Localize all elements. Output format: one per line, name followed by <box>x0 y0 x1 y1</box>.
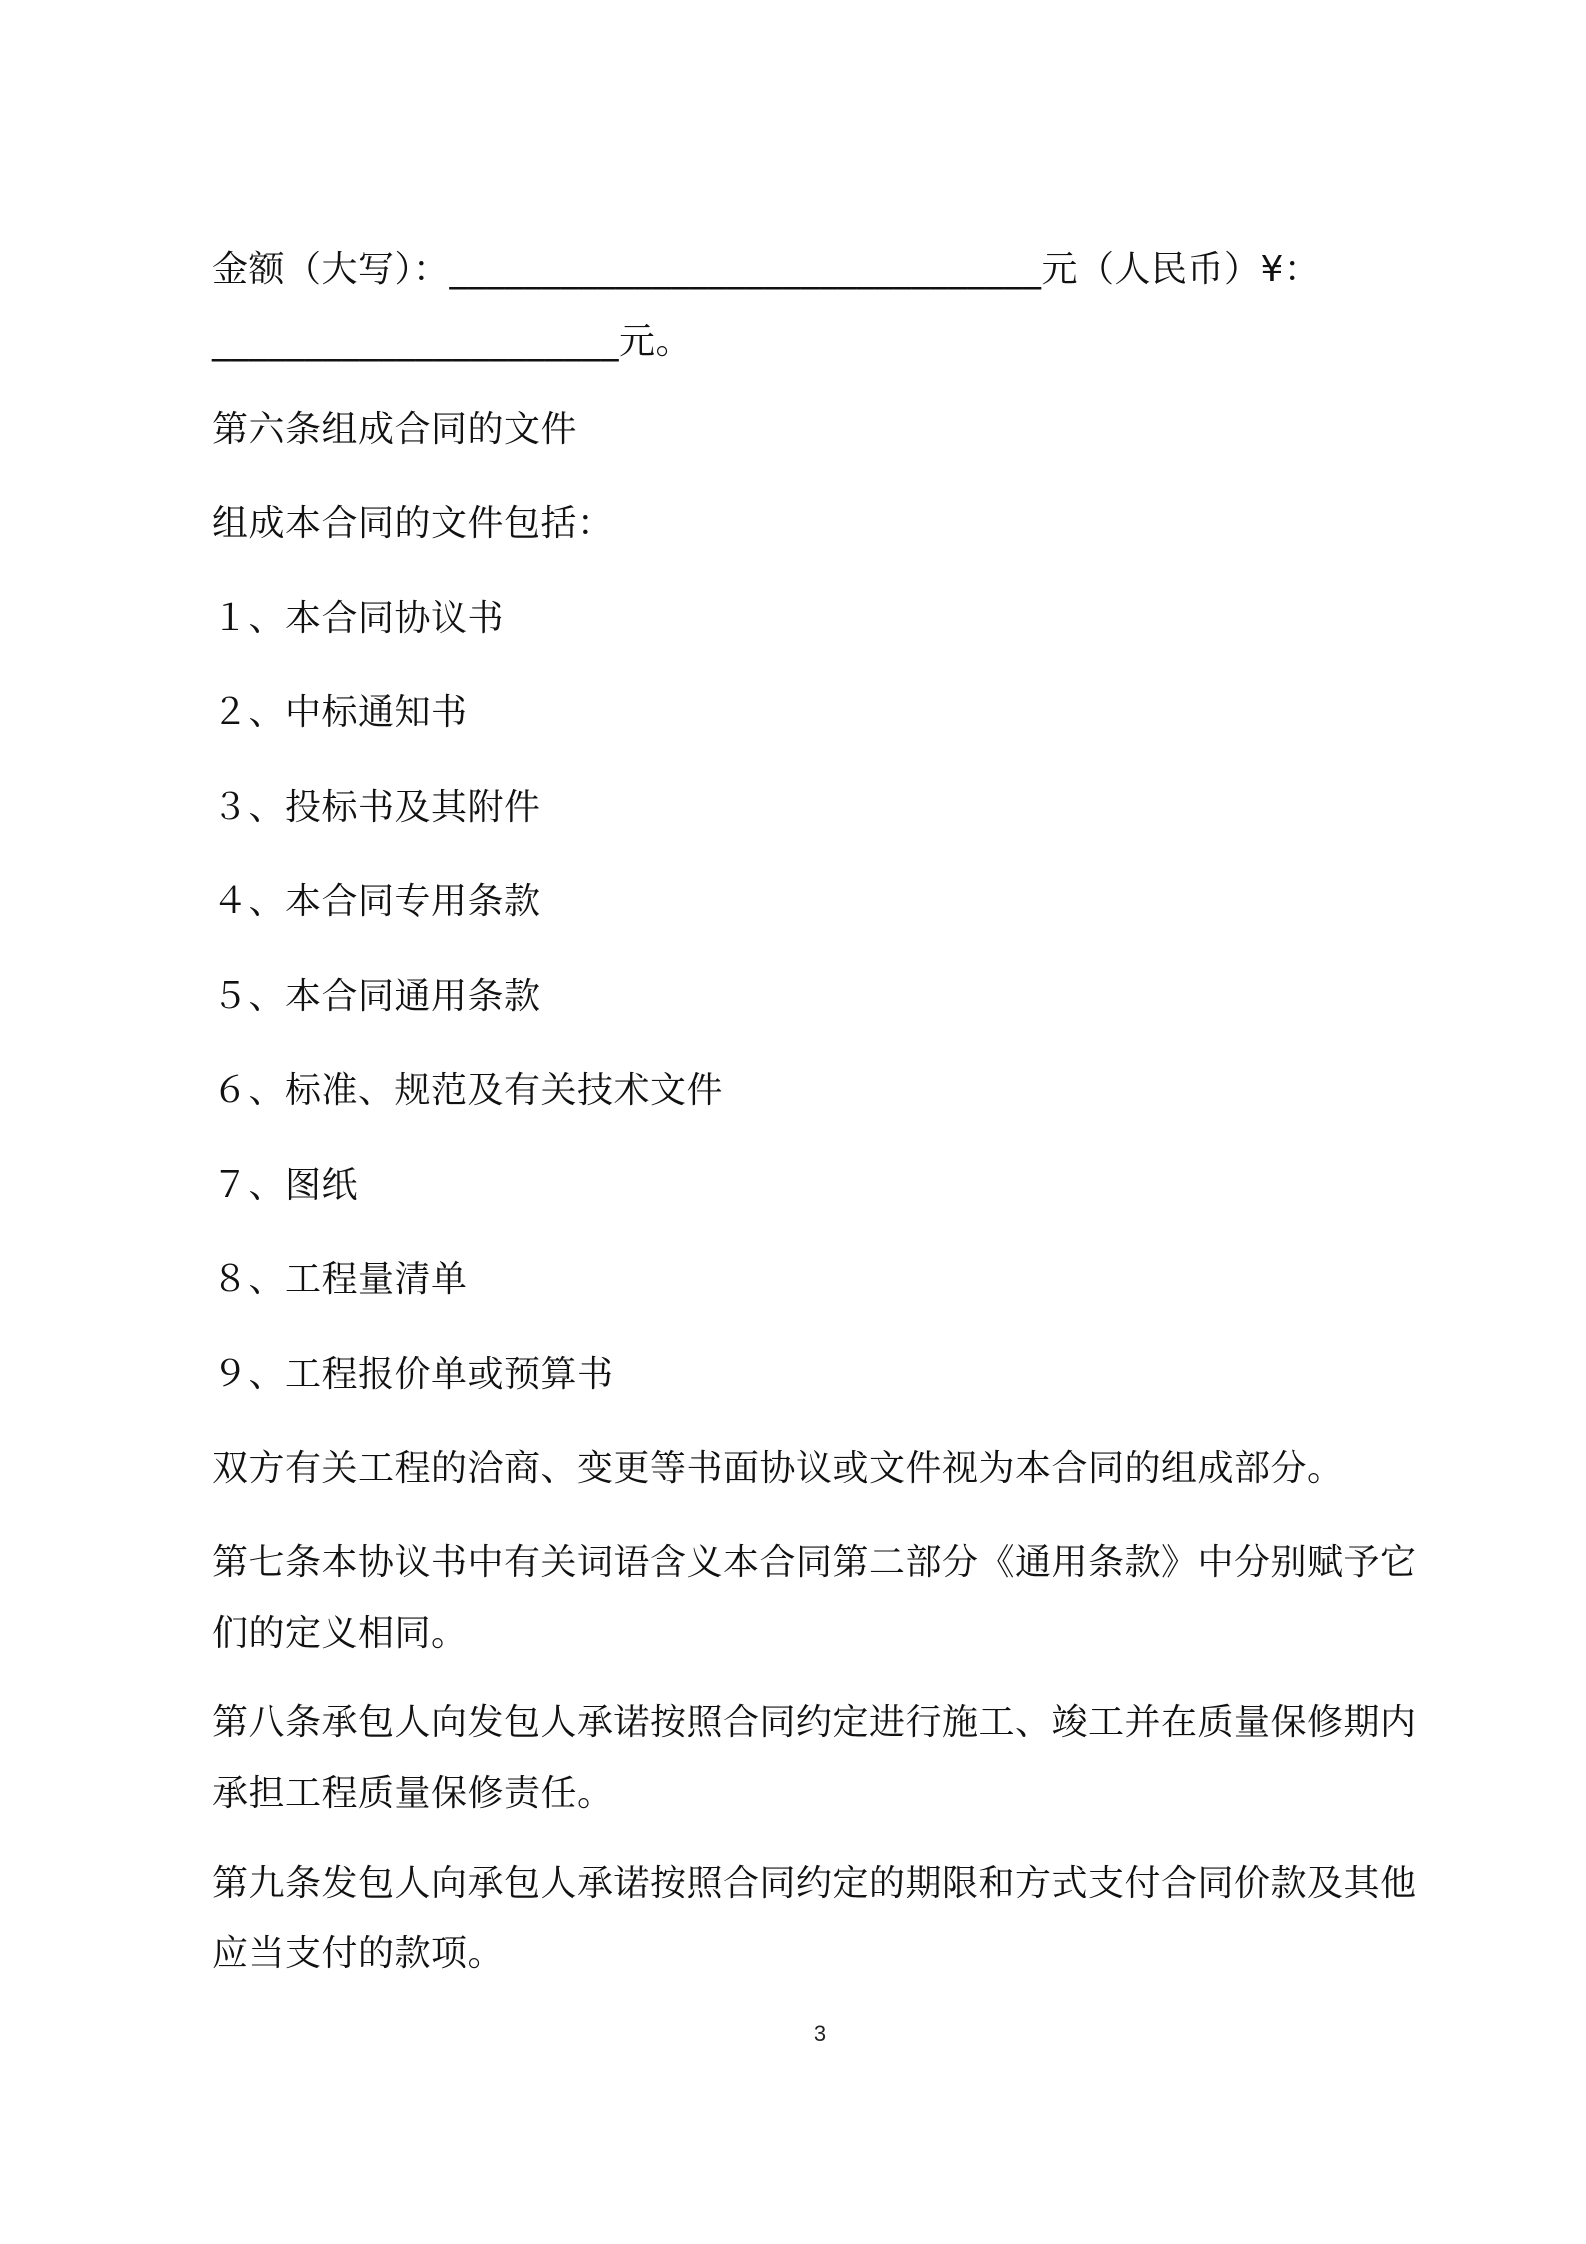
list-item: ４、本合同专用条款 <box>212 881 541 922</box>
amount-line-1: 金额（大写）：________________________________元（人民币）¥： <box>212 249 1321 290</box>
article-7-line-2: 们的定义相同。 <box>212 1613 468 1654</box>
list-item: ６、标准、规范及有关技术文件 <box>212 1070 724 1111</box>
page-number: 3 <box>813 2021 827 2046</box>
article-9-line-1: 第九条发包人向承包人承诺按照合同约定的期限和方式支付合同价款及其他 <box>212 1863 1417 1904</box>
article-8-line-2: 承担工程质量保修责任。 <box>212 1773 614 1814</box>
article-7-line-1: 第七条本协议书中有关词语含义本合同第二部分《通用条款》中分别赋予它 <box>212 1542 1417 1583</box>
article-6-title: 第六条组成合同的文件 <box>212 409 578 450</box>
list-item: ３、投标书及其附件 <box>212 787 541 828</box>
list-item: ７、图纸 <box>212 1165 359 1206</box>
list-item: １、本合同协议书 <box>212 598 505 639</box>
article-9-line-2: 应当支付的款项。 <box>212 1933 505 1974</box>
article-6-closing: 双方有关工程的洽商、变更等书面协议或文件视为本合同的组成部分。 <box>212 1448 1344 1489</box>
article-8-line-1: 第八条承包人向发包人承诺按照合同约定进行施工、竣工并在质量保修期内 <box>212 1702 1417 1743</box>
list-item: ８、工程量清单 <box>212 1259 468 1300</box>
article-6-intro: 组成本合同的文件包括： <box>212 503 614 544</box>
amount-line-2: ______________________元。 <box>212 321 693 362</box>
list-item: ９、工程报价单或预算书 <box>212 1354 614 1395</box>
list-item: ５、本合同通用条款 <box>212 976 541 1017</box>
list-item: ２、中标通知书 <box>212 692 468 733</box>
